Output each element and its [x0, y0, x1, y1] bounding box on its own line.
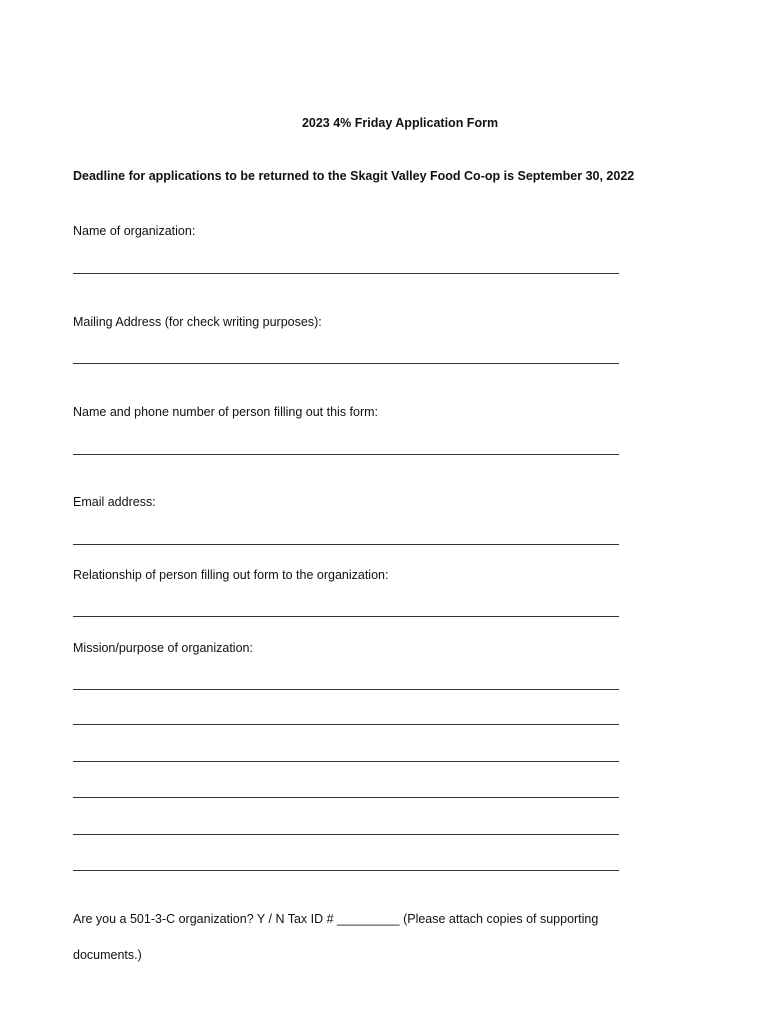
relationship-answer-line[interactable] — [73, 616, 619, 617]
mission-answer-line-4[interactable] — [73, 797, 619, 798]
email-answer-line[interactable] — [73, 544, 619, 545]
mission-answer-line-5[interactable] — [73, 834, 619, 835]
deadline-notice: Deadline for applications to be returned to the Skagit Valley Food Co-op is September 30, 2022 — [73, 169, 635, 183]
mission-answer-line-2[interactable] — [73, 724, 619, 725]
contact-person-label: Name and phone number of person filling out this form: — [73, 405, 379, 419]
mission-answer-line-1[interactable] — [73, 689, 619, 690]
relationship-label: Relationship of person filling out form to the organization: — [73, 568, 389, 582]
mailing-address-label: Mailing Address (for check writing purposes): — [73, 315, 322, 329]
org-name-answer-line[interactable] — [73, 273, 619, 274]
mission-label: Mission/purpose of organization: — [73, 641, 253, 655]
mailing-address-answer-line[interactable] — [73, 363, 619, 364]
mission-answer-line-6[interactable] — [73, 870, 619, 871]
org-name-label: Name of organization: — [73, 224, 196, 238]
email-label: Email address: — [73, 495, 156, 509]
contact-person-answer-line[interactable] — [73, 454, 619, 455]
mission-answer-line-3[interactable] — [73, 761, 619, 762]
form-title: 2023 4% Friday Application Form — [301, 116, 499, 130]
tax-status-question-continued: documents.) — [73, 948, 142, 962]
tax-status-question: Are you a 501-3-C organization? Y / N Tax ID # _________ (Please attach copies of supporting — [73, 912, 599, 926]
